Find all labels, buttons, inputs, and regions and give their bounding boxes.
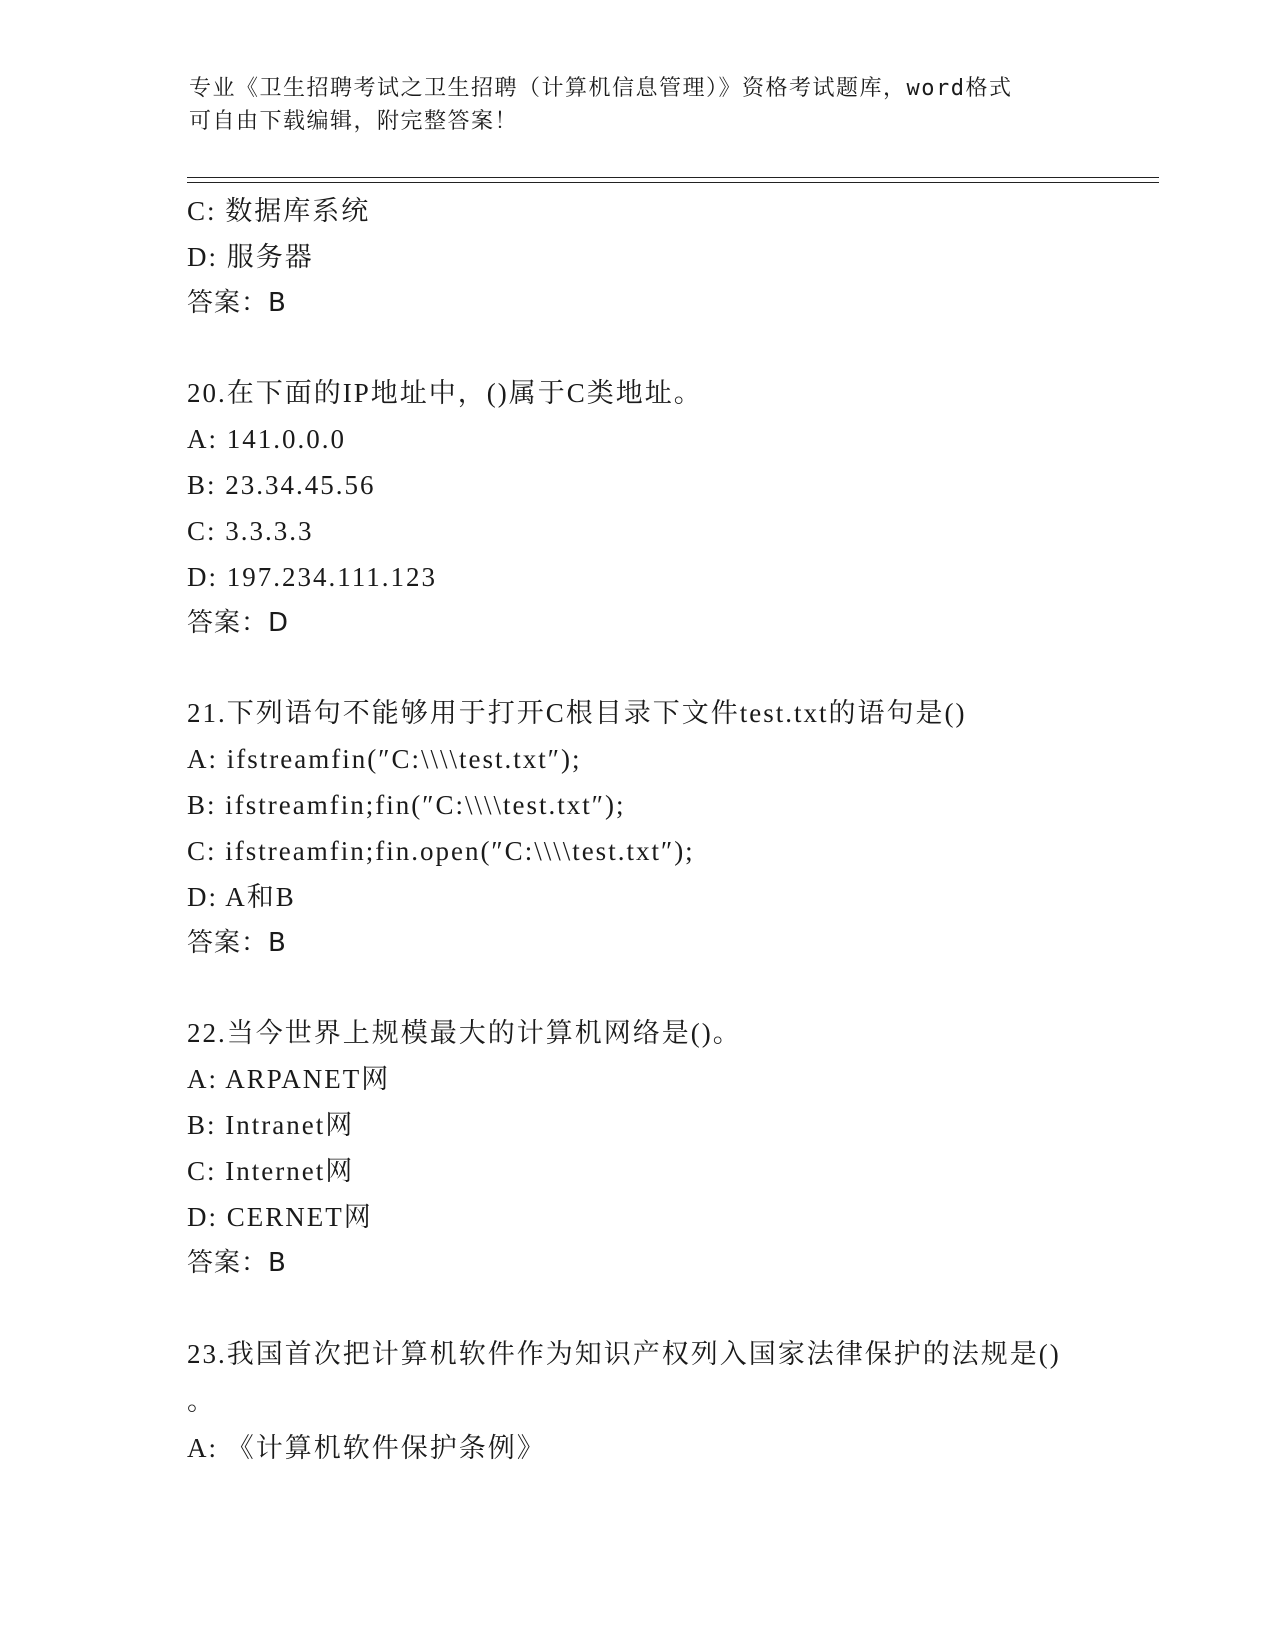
spacer [187,646,1147,690]
option-a: A: ARPANET网 [187,1064,391,1094]
spacer [187,966,1147,1010]
option-a: A: ifstreamfin(″C:\\\\test.txt″); [187,744,582,774]
answer-line: 答案：B [187,1248,287,1278]
question-text: 23.我国首次把计算机软件作为知识产权列入国家法律保护的法规是() [187,1339,1061,1369]
option-c: C: 3.3.3.3 [187,516,314,546]
answer-line: 答案：D [187,608,290,638]
question-block-22 [187,1010,1147,1286]
option-d: D: A和B [187,882,296,912]
answer-line: 答案：B [187,288,287,318]
option-c: C: ifstreamfin;fin.open(″C:\\\\test.txt″); [187,836,695,866]
question-text: 20.在下面的IP地址中，()属于C类地址。 [187,378,703,408]
header-divider-bottom [187,182,1159,183]
header-line-2: 可自由下载编辑，附完整答案！ [189,109,519,134]
option-b: B: 23.34.45.56 [187,470,376,500]
option-d: D: 服务器 [187,242,314,272]
header-divider-top [187,177,1159,178]
question-block-21 [187,690,1147,966]
option-c: C: Internet网 [187,1156,355,1186]
question-text-tail: 。 [187,1386,216,1416]
option-b: B: Intranet网 [187,1110,355,1140]
option-a: A: 《计算机软件保护条例》 [187,1433,546,1463]
option-d: D: CERNET网 [187,1202,373,1232]
question-block-20 [187,370,1147,646]
option-a: A: 141.0.0.0 [187,424,346,454]
question-block-prev [187,188,1147,326]
page-header [189,72,1089,138]
answer-line: 答案：B [187,928,287,958]
question-block-23 [187,1331,1147,1471]
option-c: C: 数据库系统 [187,196,371,226]
spacer [187,326,1147,370]
question-list [187,188,1147,1471]
spacer [187,1286,1147,1331]
option-d: D: 197.234.111.123 [187,562,437,592]
question-text: 21.下列语句不能够用于打开C根目录下文件test.txt的语句是() [187,698,967,728]
option-b: B: ifstreamfin;fin(″C:\\\\test.txt″); [187,790,626,820]
question-text: 22.当今世界上规模最大的计算机网络是()。 [187,1018,742,1048]
header-line-1: 专业《卫生招聘考试之卫生招聘（计算机信息管理）》资格考试题库，word格式 [189,76,1013,101]
